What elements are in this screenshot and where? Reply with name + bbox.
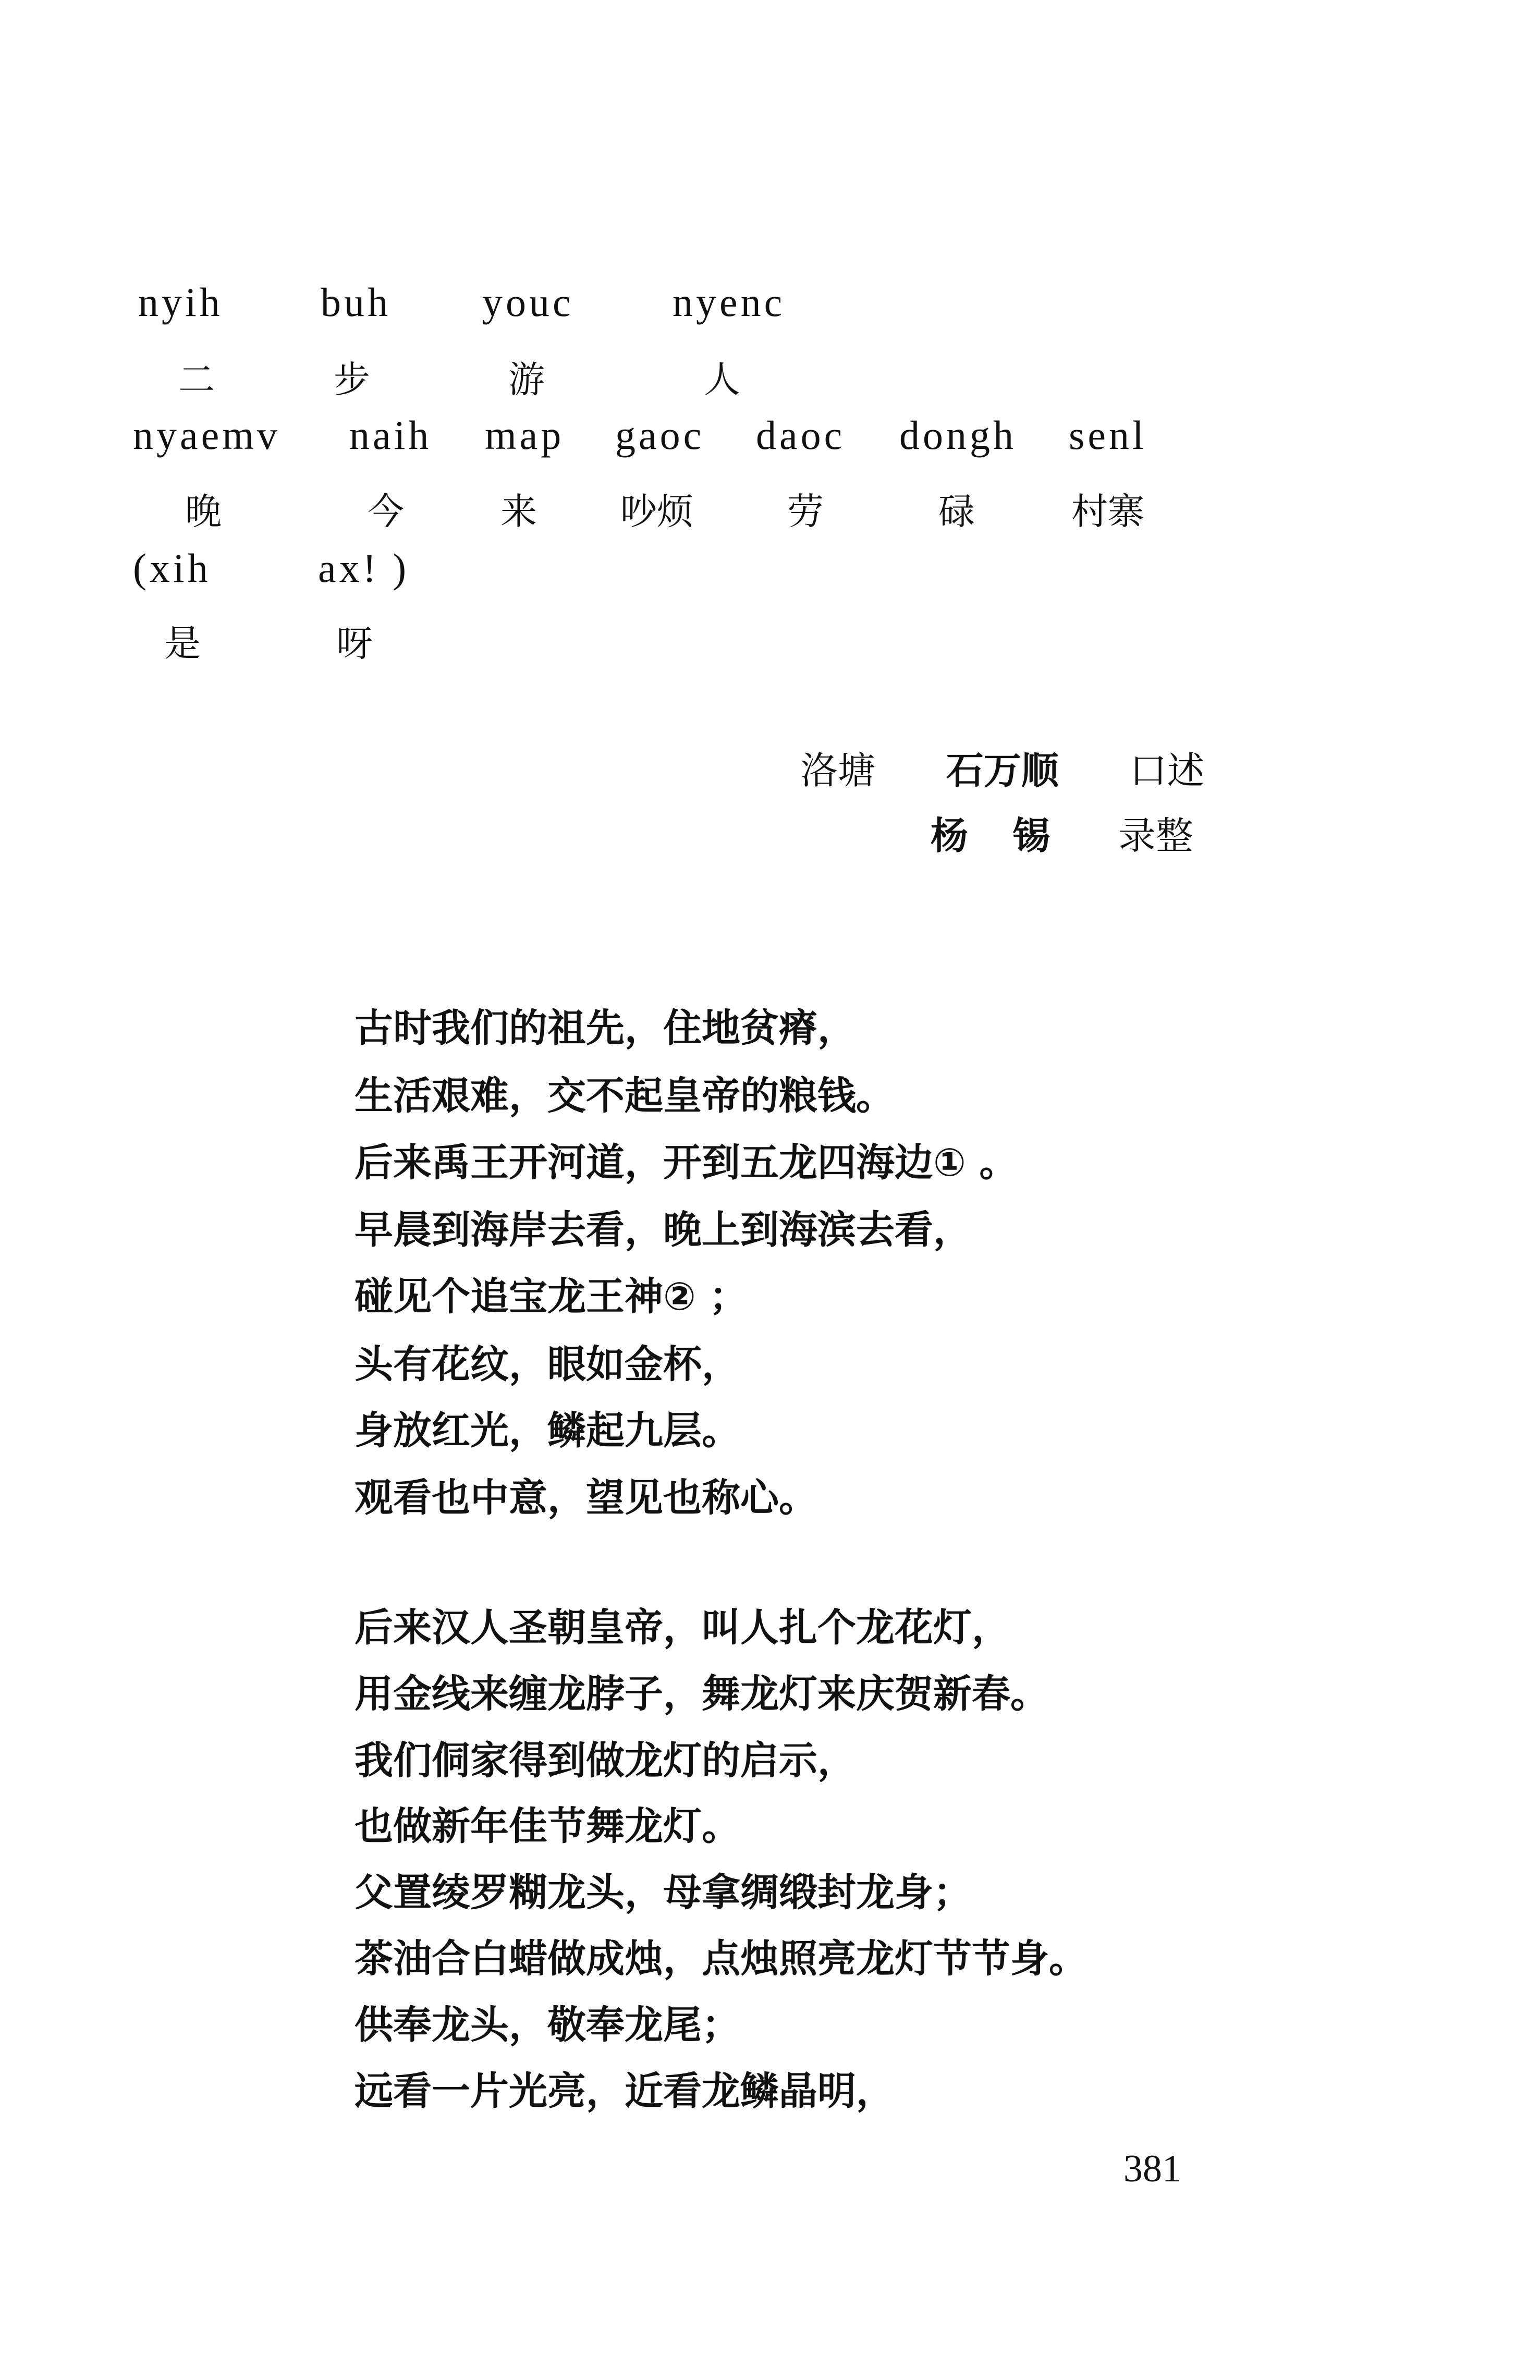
verse-line: 早晨到海岸去看，晚上到海滨去看， [355, 1207, 972, 1252]
gloss-hanzi: 晚 [185, 490, 222, 533]
gloss-hanzi: 人 [704, 358, 740, 401]
verse-line: 头有花纹，眼如金杯， [355, 1342, 740, 1387]
gloss-word: nyaemv [133, 412, 280, 458]
verse-line: 也做新年佳节舞龙灯。 [355, 1804, 740, 1849]
gloss-hanzi-row-1 [0, 350, 1540, 408]
verse-line: 茶油合白蜡做成烛，点烛照亮龙灯节节身。 [355, 1936, 1087, 1981]
verse-line: 用金线来缠龙脖子，舞龙灯来庆贺新春。 [355, 1671, 1049, 1716]
gloss-word: nyenc [673, 279, 786, 325]
verse-line: 碰见个追宝龙王神② ； [355, 1274, 748, 1319]
gloss-hanzi: 是 [164, 622, 201, 665]
gloss-word: gaoc [615, 412, 705, 458]
gloss-hanzi: 吵烦 [620, 490, 693, 533]
gloss-word: naih [349, 412, 432, 458]
gloss-hanzi: 二 [178, 358, 215, 401]
gloss-word: youc [482, 279, 574, 325]
verse-line: 后来汉人圣朝皇帝，叫人扎个龙花灯， [355, 1605, 1010, 1650]
verse-line: 供奉龙头，敬奉龙尾； [355, 2003, 740, 2047]
gloss-word: ax! ) [318, 545, 410, 591]
gloss-romanization-row-3 [0, 545, 1540, 602]
verse-line: 生活艰难，交不起皇帝的粮钱。 [355, 1073, 895, 1118]
gloss-word: (xih [133, 545, 211, 591]
credit-narrated-label: 口述 [1129, 749, 1205, 792]
gloss-word: buh [321, 279, 391, 325]
verse-line: 远看一片光亮，近看龙鳞晶明， [355, 2069, 895, 2114]
gloss-hanzi: 碌 [938, 490, 975, 533]
gloss-word: map [485, 412, 565, 458]
gloss-word: senl [1069, 412, 1147, 458]
gloss-hanzi-row-3 [0, 614, 1540, 672]
gloss-hanzi: 步 [334, 358, 370, 401]
verse-line: 古时我们的祖先，住地贫瘠， [355, 1006, 856, 1051]
verse-line: 身放红光，鳞起九层。 [355, 1408, 740, 1453]
verse-line: 后来禹王开河道，开到五龙四海边① 。 [355, 1140, 1018, 1185]
gloss-hanzi: 游 [508, 358, 545, 401]
gloss-hanzi: 今 [368, 490, 404, 533]
gloss-romanization-row-1 [0, 279, 1540, 336]
verse-line: 观看也中意，望见也称心。 [355, 1475, 817, 1520]
credit-recorded-label: 录整 [1118, 814, 1193, 858]
gloss-romanization-row-2 [0, 412, 1540, 469]
verse-line: 父置绫罗糊龙头，母拿绸缎封龙身； [355, 1870, 972, 1915]
gloss-hanzi: 劳 [787, 490, 824, 533]
gloss-hanzi: 呀 [336, 622, 373, 665]
gloss-word: dongh [899, 412, 1017, 458]
page-number: 381 [1123, 2147, 1181, 2190]
gloss-hanzi-row-2 [0, 482, 1540, 540]
gloss-word: nyih [138, 279, 223, 325]
gloss-hanzi: 来 [500, 490, 537, 533]
gloss-word: daoc [756, 412, 846, 458]
verse-line: 我们侗家得到做龙灯的启示， [355, 1738, 856, 1783]
gloss-hanzi: 村寨 [1071, 490, 1144, 533]
credit-narrator: 石万顺 [946, 749, 1059, 792]
credit-recorder-line [931, 805, 1193, 860]
credit-narrator-line [800, 740, 1205, 795]
credit-recorder: 杨 锡 [931, 814, 1066, 858]
credit-place: 洛塘 [800, 749, 876, 792]
